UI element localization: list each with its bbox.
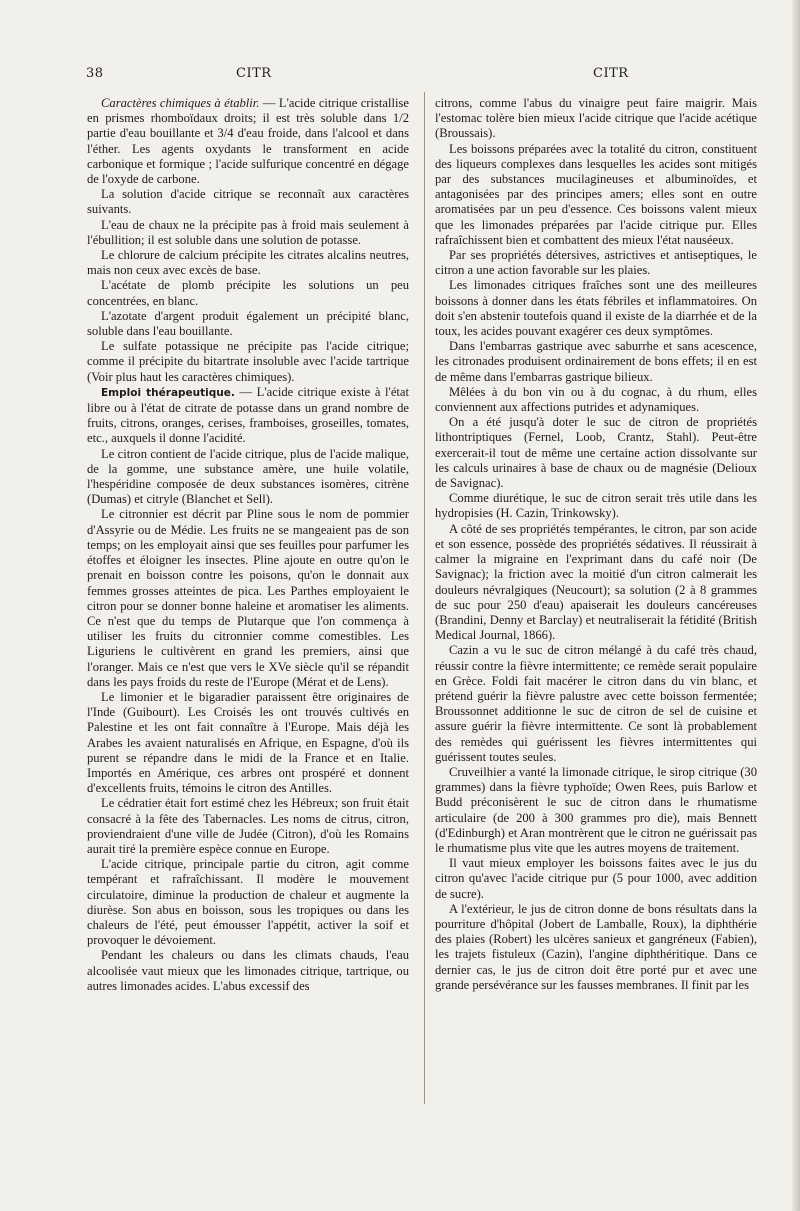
paragraph: L'eau de chaux ne la précipite pas à froid mais seulement à l'ébullition; il est soluble dans une solution de potasse. — [87, 217, 409, 247]
running-head-right: CITR — [593, 66, 629, 81]
right-column — [435, 96, 757, 993]
paragraph: Cruveilhier a vanté la limonade citrique, le sirop citrique (30 grammes) dans la fièvre typhoïde; Owen Rees, puis Barlow et Budd préconisèrent le suc de citron dans le rhumatisme articulaire (de 200 à 300 grammes pro die), mais Bennett (d'Edinburgh) et Aran montrèrent que le citron ne guérissait pas le rhumatisme plus vite que les autres moyens de traitement. — [435, 764, 757, 855]
paragraph: L'azotate d'argent produit également un précipité blanc, soluble dans l'eau bouillante. — [87, 308, 409, 339]
paragraph: Le limonier et le bigaradier paraissent être originaires de l'Inde (Guibourt). Les Croisés les ont trouvés cultivés en Palestine et les ont fait connaître à l'Europe. Mais déjà les Arabes les avaient naturalisés en Afrique, en Espagne, d'où ils purent se répandre dans le midi de la France et en Italie. Importés en Amérique, ces arbres ont prospéré et donnent d'excellents fruits, témoins le citron des Antilles. — [87, 689, 409, 796]
paragraph: On a été jusqu'à doter le suc de citron de propriétés lithontriptiques (Fernel, Loob, Crantz, Stahl). Peut-être exercerait-il tout de même une certaine action dissolvante sur les calculs urinaires à base de chaux ou de magnésie (Delioux de Savignac). — [435, 415, 757, 491]
left-column — [87, 96, 409, 994]
paragraph: citrons, comme l'abus du vinaigre peut faire maigrir. Mais l'estomac tolère bien mieux l'acide citrique que l'acide acétique (Broussais). — [435, 96, 757, 141]
page-header — [0, 66, 800, 86]
paragraph: Le sulfate potassique ne précipite pas l'acide citrique; comme il précipite du bitartrate insoluble avec l'acide tartrique (Voir plus haut les caractères chimiques). — [87, 339, 409, 384]
paragraph: Le chlorure de calcium précipite les citrates alcalins neutres, mais non ceux avec excès de base. — [87, 248, 409, 278]
paragraph: Les boissons préparées avec la totalité du citron, constituent des liqueurs complexes dans lesquelles les acides sont mitigés par des substances mucilagineuses et albuminoïdes, et antagonisées par des principes amers; elles sont en outre aromatisées par un peu d'essence. Ces boissons valent mieux que les limonades préparées par l'acide citrique pur. Elles rafraîchissent bien et combattent des mieux l'état nauséeux. — [435, 141, 757, 247]
paragraph: A côté de ses propriétés tempérantes, le citron, par son acide et son essence, possède des propriétés sédatives. Il réussirait à calmer la migraine en l'exprimant dans du café noir (De Savignac); la friction avec la moitié d'un citron calmerait les douleurs névralgiques (Neucourt); sa solution (2 à 8 grammes de suc pour 250 d'eau) apaiserait les douleurs cancéreuses (Brandini, Denny et Barclay) et neutraliserait la fétidité (British Medical Journal, 1866). — [435, 521, 757, 643]
paragraph — [87, 96, 409, 187]
paragraph-text: — L'acide citrique existe à l'état libre ou à l'état de citrate de potasse dans un grand nombre de fruits, citrons, oranges, cerises, framboises, groseilles, tomates, etc., auxquels il donne l'acidité. — [87, 384, 409, 446]
column-divider — [424, 92, 425, 1104]
paragraph: Le cédratier était fort estimé chez les Hébreux; son fruit était consacré à la fête des Tabernacles. Les noms de citrus, citron, proviendraient d'une ville de Judée (Citron), d'où les Romains aurait tiré la première espèce connue en Europe. — [87, 796, 409, 856]
paragraph: Par ses propriétés détersives, astrictives et antiseptiques, le citron a une action favorable sur les plaies. — [435, 248, 757, 278]
paragraph: Le citron contient de l'acide citrique, plus de l'acide malique, de la gomme, une substance amère, une huile volatile, l'hespéridine composée de deux substances isomères, citrène (Dumas) et citryle (Blanchet et Sell). — [87, 446, 409, 507]
section-heading: Emploi thérapeutique. — [101, 386, 235, 399]
paragraph: Le citronnier est décrit par Pline sous le nom de pommier d'Assyrie ou de Médie. Les fruits ne se mangeaient pas de son temps; on les employait ainsi que ses feuilles pour parfumer les étoffes et éloigner les insectes. Pline ajoute en outre qu'on le prenait en boisson contre les poisons, qu'on le donnait aux femmes grosses atteintes de pica. Les Parthes employaient le citron pour se donner bonne haleine et aromatiser les aliments. Ce n'est que du temps de Plutarque que l'on commença à utiliser les fruits du citronnier comme comestibles. Les Liguriens le cultivèrent en grand les premiers, ainsi que l'oranger. Mais ce n'est que vers le XVe siècle qu'il se répandit dans les pays froids du reste de l'Europe (Mérat et de Lens). — [87, 507, 409, 689]
paragraph: Comme diurétique, le suc de citron serait très utile dans les hydropisies (H. Cazin, Trinkowsky). — [435, 491, 757, 521]
page-number: 38 — [86, 66, 104, 81]
paragraph: L'acétate de plomb précipite les solutions un peu concentrées, en blanc. — [87, 278, 409, 308]
paragraph: Cazin a vu le suc de citron mélangé à du café très chaud, réussir contre la fièvre intermittente; ce remède serait populaire en Grèce. Foldi fait macérer le citron dans du vin blanc, et prétend guérir la fièvre palustre avec cette boisson fermentée; Broussonnet additionne le suc de citron de sel de cuisine et assure guérir la fièvre intermittente. Ce sont là probablement des remèdes qui guérissent les fièvres intermittentes qui guérissent toutes seules. — [435, 643, 757, 764]
paragraph — [87, 385, 409, 447]
paragraph: Il vaut mieux employer les boissons faites avec le jus du citron qu'avec l'acide citrique pur (5 pour 1000, avec addition de sucre). — [435, 856, 757, 901]
italic-lead: Caractères chimiques à établir. — [101, 96, 260, 110]
paragraph: Dans l'embarras gastrique avec saburrhe et sans acescence, les citronades produisent ordinairement de bons effets; il en est de même dans l'embarras gastrique bilieux. — [435, 339, 757, 384]
paragraph-text: — L'acide citrique cristallise en prismes rhomboïdaux droits; il est très soluble dans 1/2 partie d'eau bouillante et 3/4 d'eau froide, dans l'alcool et dans l'éther. Les agents oxydants le transforment en acide carbonique et formique ; l'acide sulfurique concentré en dégage de l'oxyde de carbone. — [87, 96, 409, 187]
paragraph: A l'extérieur, le jus de citron donne de bons résultats dans la pourriture d'hôpital (Jobert de Lamballe, Roux), la diphthérie des plaies (Robert) les ulcères sanieux et gangréneux (Fabien), les trajets fistuleux (Cazin), l'angine diphthéritique. Dans ce dernier cas, le jus de citron doit être porté pur et avec une grande persévérance sur les fausses membranes. Il finit par les — [435, 901, 757, 992]
page-edge-shadow — [792, 0, 800, 1211]
paragraph: L'acide citrique, principale partie du citron, agit comme tempérant et rafraîchissant. Il modère le mouvement circulatoire, diminue la production de chaleur et augmente la diurèse. Son abus en boisson, sous les tropiques ou dans les chaleurs de l'été, peut émousser l'appétit, activer la soif et provoquer le dévoiement. — [87, 857, 409, 948]
running-head-left: CITR — [236, 66, 272, 81]
paragraph: Pendant les chaleurs ou dans les climats chauds, l'eau alcoolisée vaut mieux que les limonades citrique, tartrique, ou autres limonades acides. L'abus excessif des — [87, 948, 409, 993]
paragraph: Mêlées à du bon vin ou à du cognac, à du rhum, elles conviennent aux affections putrides et adynamiques. — [435, 384, 757, 415]
paragraph: La solution d'acide citrique se reconnaît aux caractères suivants. — [87, 187, 409, 217]
paragraph: Les limonades citriques fraîches sont une des meilleures boissons à donner dans les états fébriles et inflammatoires. On doit s'en abstenir toutefois quand il existe de la diarrhée et de la toux, les acides pouvant exagérer ces deux symptômes. — [435, 278, 757, 339]
